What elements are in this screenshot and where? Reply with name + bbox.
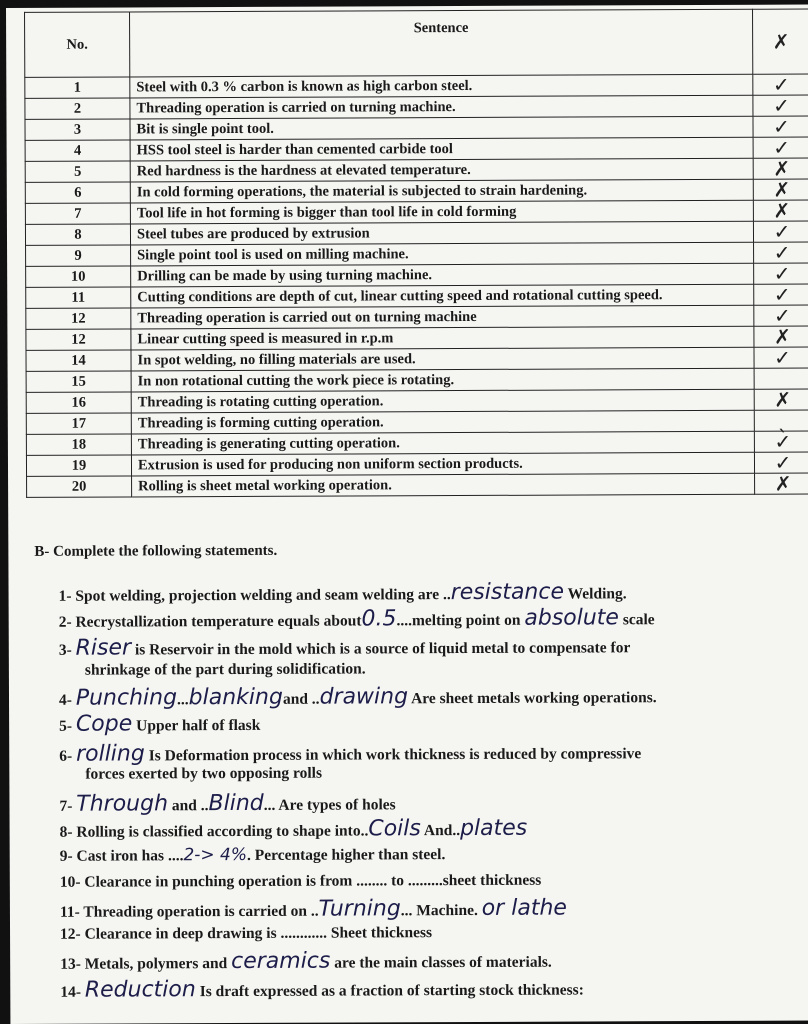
row-grade-mark: ✓ xyxy=(753,95,808,116)
statement-text: and .. xyxy=(167,797,209,815)
statement-text: 14- xyxy=(60,983,85,1001)
statement-text: And.. xyxy=(420,822,461,840)
statement-3 xyxy=(59,633,631,660)
statement-text: 13- Metals, polymers and xyxy=(60,955,232,973)
handwritten-answer: 2-> 4% xyxy=(183,844,248,866)
row-grade-mark: ✓ xyxy=(753,221,808,242)
statement-text: ... Machine. xyxy=(400,901,482,920)
statement-4 xyxy=(59,683,657,711)
row-sentence: Threading operation is carried on turning machine. xyxy=(130,95,753,119)
handwritten-answer: blanking xyxy=(188,684,283,711)
row-sentence: In cold forming operations, the material is subjected to strain hardening. xyxy=(130,179,753,203)
statement-14 xyxy=(60,975,584,1002)
statement-text: 2- Recrystallization temperature equals about xyxy=(58,612,362,631)
row-sentence: Threading is generating cutting operation. xyxy=(131,431,754,455)
statement-12: 12- Clearance in deep drawing is ............ Sheet thickness xyxy=(60,924,433,943)
statement-text: Is draft expressed as a fraction of starting stock thickness: xyxy=(195,981,584,1001)
row-number: 1 xyxy=(25,77,130,98)
statement-6-line2: forces exerted by two opposing rolls xyxy=(85,764,323,783)
row-sentence: Cutting conditions are depth of cut, linear cutting speed and rotational cutting speed. xyxy=(131,284,754,308)
row-grade-mark: ✓ xyxy=(753,116,808,137)
row-grade-mark: ✗ xyxy=(753,179,808,200)
row-number: 17 xyxy=(26,413,131,434)
exam-sheet xyxy=(6,5,808,1024)
row-number: 19 xyxy=(26,455,131,476)
row-number: 6 xyxy=(25,182,130,203)
handwritten-answer: Turning xyxy=(318,896,401,922)
row-sentence: Threading is forming cutting operation. xyxy=(131,410,754,434)
row-grade-mark: ✗ xyxy=(754,326,808,347)
row-number: 12 xyxy=(26,329,131,350)
row-sentence: Linear cutting speed is measured in r.p.m xyxy=(131,326,754,350)
row-number: 14 xyxy=(26,350,131,371)
section-b-title: B- Complete the following statements. xyxy=(34,542,278,560)
statement-text: scale xyxy=(618,611,655,629)
row-number: 15 xyxy=(26,371,131,392)
statement-text: 3- xyxy=(58,641,76,659)
handwritten-answer: or lathe xyxy=(481,895,567,921)
header-mark: ✗ xyxy=(753,9,808,74)
row-grade-mark: ✓ xyxy=(754,263,808,284)
row-grade-mark: ✗ xyxy=(754,389,808,410)
statement-text: Upper half of flask xyxy=(132,716,261,735)
handwritten-answer: drawing xyxy=(319,684,409,710)
statement-text: 8- Rolling is classified according to shape into.. xyxy=(59,822,369,841)
statement-text: Are sheet metals working operations. xyxy=(408,689,657,708)
row-sentence: Threading is rotating cutting operation. xyxy=(131,389,754,413)
statement-8 xyxy=(60,816,528,843)
handwritten-answer: rolling xyxy=(75,741,145,767)
row-number: 18 xyxy=(26,434,131,455)
statement-10: 10- Clearance in punching operation is from ........ to .........sheet thickness xyxy=(59,871,542,891)
statement-text: ... xyxy=(176,691,189,709)
statement-6 xyxy=(59,739,641,767)
row-sentence: Steel with 0.3 % carbon is known as high carbon steel. xyxy=(130,74,753,98)
row-grade-mark: ✗ xyxy=(755,473,808,494)
row-sentence: Single point tool is used on milling machine. xyxy=(131,242,754,266)
statement-text: 6- xyxy=(59,747,77,765)
statement-text: are the main classes of materials. xyxy=(330,953,552,972)
row-grade-mark: ✓ xyxy=(754,452,808,473)
row-number: 8 xyxy=(25,224,130,245)
row-sentence: Steel tubes are produced by extrusion xyxy=(130,221,753,245)
row-grade-mark: ✗ xyxy=(753,200,808,221)
row-grade-mark: ✗ xyxy=(753,158,808,179)
row-number: 4 xyxy=(25,140,130,161)
statement-text: 7- xyxy=(59,797,77,815)
row-number: 12 xyxy=(26,308,131,329)
statement-3-line2: shrinkage of the part during solidification. xyxy=(84,660,366,679)
row-number: 16 xyxy=(26,392,131,413)
handwritten-answer: resistance xyxy=(450,579,565,606)
row-grade-mark xyxy=(754,368,808,389)
row-grade-mark: ✓ xyxy=(754,242,808,263)
handwritten-answer: Through xyxy=(76,791,169,817)
row-grade-mark: ✓ xyxy=(754,305,808,326)
handwritten-answer: 0.5 xyxy=(361,606,397,632)
statement-13 xyxy=(60,948,552,975)
row-number: 3 xyxy=(25,119,130,140)
statement-1 xyxy=(59,579,627,606)
handwritten-answer: Reduction xyxy=(84,977,196,1003)
row-sentence: In non rotational cutting the work piece is rotating. xyxy=(131,368,754,392)
statement-text: 4- xyxy=(58,691,76,709)
row-sentence: Red hardness is the hardness at elevated temperature. xyxy=(130,158,753,182)
statement-11 xyxy=(60,896,567,923)
row-number: 5 xyxy=(25,161,130,182)
statement-text: ....melting point on xyxy=(396,611,525,630)
row-sentence: Rolling is sheet metal working operation. xyxy=(132,473,755,497)
true-false-table xyxy=(24,8,808,497)
row-grade-mark: ✓ xyxy=(753,74,808,95)
statement-text: Welding. xyxy=(563,585,627,603)
handwritten-answer: Blind xyxy=(208,790,264,817)
handwritten-answer: Riser xyxy=(75,635,132,661)
row-sentence: HSS tool steel is harder than cemented carbide tool xyxy=(130,137,753,161)
statement-text: 5- xyxy=(59,717,76,735)
row-number: 11 xyxy=(26,287,131,308)
row-number: 20 xyxy=(27,476,132,497)
row-grade-mark: ✓ xyxy=(754,284,808,305)
statement-text: and .. xyxy=(282,690,320,708)
header-sentence: Sentence xyxy=(130,9,753,77)
row-number: 9 xyxy=(26,245,131,266)
statement-text: . Percentage higher than steel. xyxy=(246,846,446,864)
statement-2 xyxy=(59,605,655,633)
row-grade-mark: ✓ xyxy=(754,347,808,368)
statement-7 xyxy=(59,790,395,816)
handwritten-answer: absolute xyxy=(524,605,619,631)
row-grade-mark: ✓ xyxy=(754,431,808,452)
statement-text: Is Deformation process in which work thickness is reduced by compressive xyxy=(144,745,642,765)
row-grade-mark: ˎ xyxy=(754,410,808,431)
statement-5 xyxy=(59,711,260,737)
handwritten-answer: Cope xyxy=(75,711,133,737)
row-number: 2 xyxy=(25,98,130,119)
handwritten-answer: ceramics xyxy=(231,948,331,975)
row-sentence: Threading operation is carried out on turning machine xyxy=(131,305,754,329)
header-no: No. xyxy=(25,12,130,77)
statement-text: ... Are types of holes xyxy=(263,796,396,814)
statement-9 xyxy=(60,844,446,866)
statement-text: 9- Cast iron has .... xyxy=(59,847,184,865)
row-sentence: In spot welding, no filling materials are used. xyxy=(131,347,754,371)
row-sentence: Bit is single point tool. xyxy=(130,116,753,140)
row-sentence: Drilling can be made by using turning machine. xyxy=(131,263,754,287)
handwritten-answer: plates xyxy=(459,815,528,842)
statement-text: 1- Spot welding, projection welding and seam welding are .. xyxy=(58,586,451,605)
statement-text: is Reservoir in the mold which is a source of liquid metal to compensate for xyxy=(131,639,631,659)
row-number: 7 xyxy=(25,203,130,224)
handwritten-answer: Punching xyxy=(75,685,178,711)
row-sentence: Tool life in hot forming is bigger than tool life in cold forming xyxy=(130,200,753,224)
row-number: 10 xyxy=(26,266,131,287)
statement-text: 11- Threading operation is carried on .. xyxy=(59,902,319,921)
row-sentence: Extrusion is used for producing non uniform section products. xyxy=(131,452,754,476)
row-grade-mark: ✓ xyxy=(753,137,808,158)
handwritten-answer: Coils xyxy=(368,816,421,842)
table-row xyxy=(27,473,808,497)
